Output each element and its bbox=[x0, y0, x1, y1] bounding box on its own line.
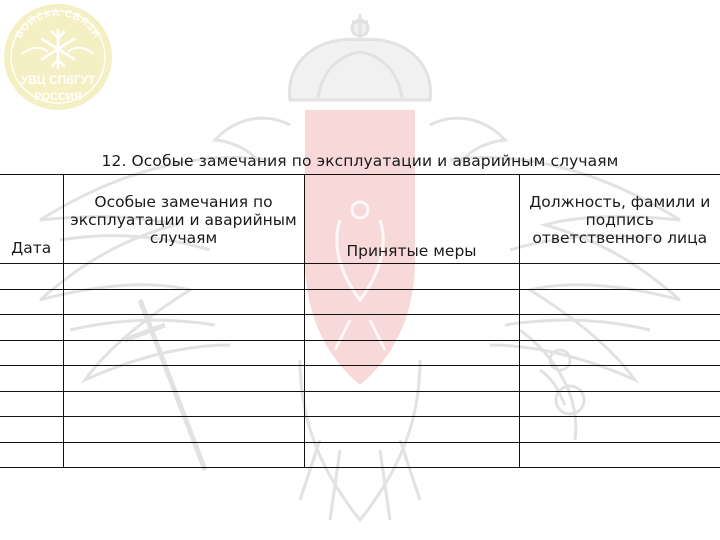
cell-date[interactable] bbox=[0, 391, 63, 417]
table-title: 12. Особые замечания по эксплуатации и аварийным случаям bbox=[101, 152, 619, 170]
cell-measures[interactable] bbox=[304, 442, 519, 468]
cell-measures[interactable] bbox=[304, 340, 519, 366]
cell-measures[interactable] bbox=[304, 366, 519, 392]
table-header-row bbox=[0, 175, 720, 264]
cell-measures[interactable] bbox=[304, 417, 519, 443]
table-row bbox=[0, 391, 720, 417]
svg-text:УВЦ СПбГУТ: УВЦ СПбГУТ bbox=[20, 73, 96, 87]
table-row bbox=[0, 340, 720, 366]
cell-measures[interactable] bbox=[304, 315, 519, 341]
table-row bbox=[0, 366, 720, 392]
cell-responsible[interactable] bbox=[519, 391, 720, 417]
table-row bbox=[0, 442, 720, 468]
cell-measures[interactable] bbox=[304, 391, 519, 417]
cell-remarks[interactable] bbox=[63, 315, 304, 341]
cell-remarks[interactable] bbox=[63, 417, 304, 443]
header-responsible: Должность, фамили и подпись ответственного лица bbox=[519, 175, 720, 264]
cell-measures[interactable] bbox=[304, 289, 519, 315]
cell-date[interactable] bbox=[0, 417, 63, 443]
header-measures: Принятые меры bbox=[304, 175, 519, 264]
header-date: Дата bbox=[0, 175, 63, 264]
header-remarks: Особые замечания по эксплуатации и аварийным случаям bbox=[63, 175, 304, 264]
cell-remarks[interactable] bbox=[63, 442, 304, 468]
remarks-log-table bbox=[0, 174, 720, 468]
cell-remarks[interactable] bbox=[63, 366, 304, 392]
cell-responsible[interactable] bbox=[519, 442, 720, 468]
table-row bbox=[0, 289, 720, 315]
table-row bbox=[0, 315, 720, 341]
cell-date[interactable] bbox=[0, 340, 63, 366]
cell-remarks[interactable] bbox=[63, 264, 304, 290]
cell-remarks[interactable] bbox=[63, 340, 304, 366]
signal-troops-badge-logo bbox=[2, 2, 114, 112]
cell-date[interactable] bbox=[0, 264, 63, 290]
svg-text:ВОЙСКА СВЯЗИ: ВОЙСКА СВЯЗИ bbox=[13, 7, 103, 41]
cell-date[interactable] bbox=[0, 442, 63, 468]
cell-responsible[interactable] bbox=[519, 366, 720, 392]
cell-responsible[interactable] bbox=[519, 315, 720, 341]
table-row bbox=[0, 417, 720, 443]
cell-date[interactable] bbox=[0, 366, 63, 392]
cell-responsible[interactable] bbox=[519, 289, 720, 315]
cell-remarks[interactable] bbox=[63, 391, 304, 417]
cell-remarks[interactable] bbox=[63, 289, 304, 315]
cell-date[interactable] bbox=[0, 315, 63, 341]
cell-responsible[interactable] bbox=[519, 417, 720, 443]
table-row bbox=[0, 264, 720, 290]
cell-responsible[interactable] bbox=[519, 264, 720, 290]
svg-text:РОССИЯ: РОССИЯ bbox=[34, 91, 82, 103]
cell-responsible[interactable] bbox=[519, 340, 720, 366]
cell-date[interactable] bbox=[0, 289, 63, 315]
cell-measures[interactable] bbox=[304, 264, 519, 290]
